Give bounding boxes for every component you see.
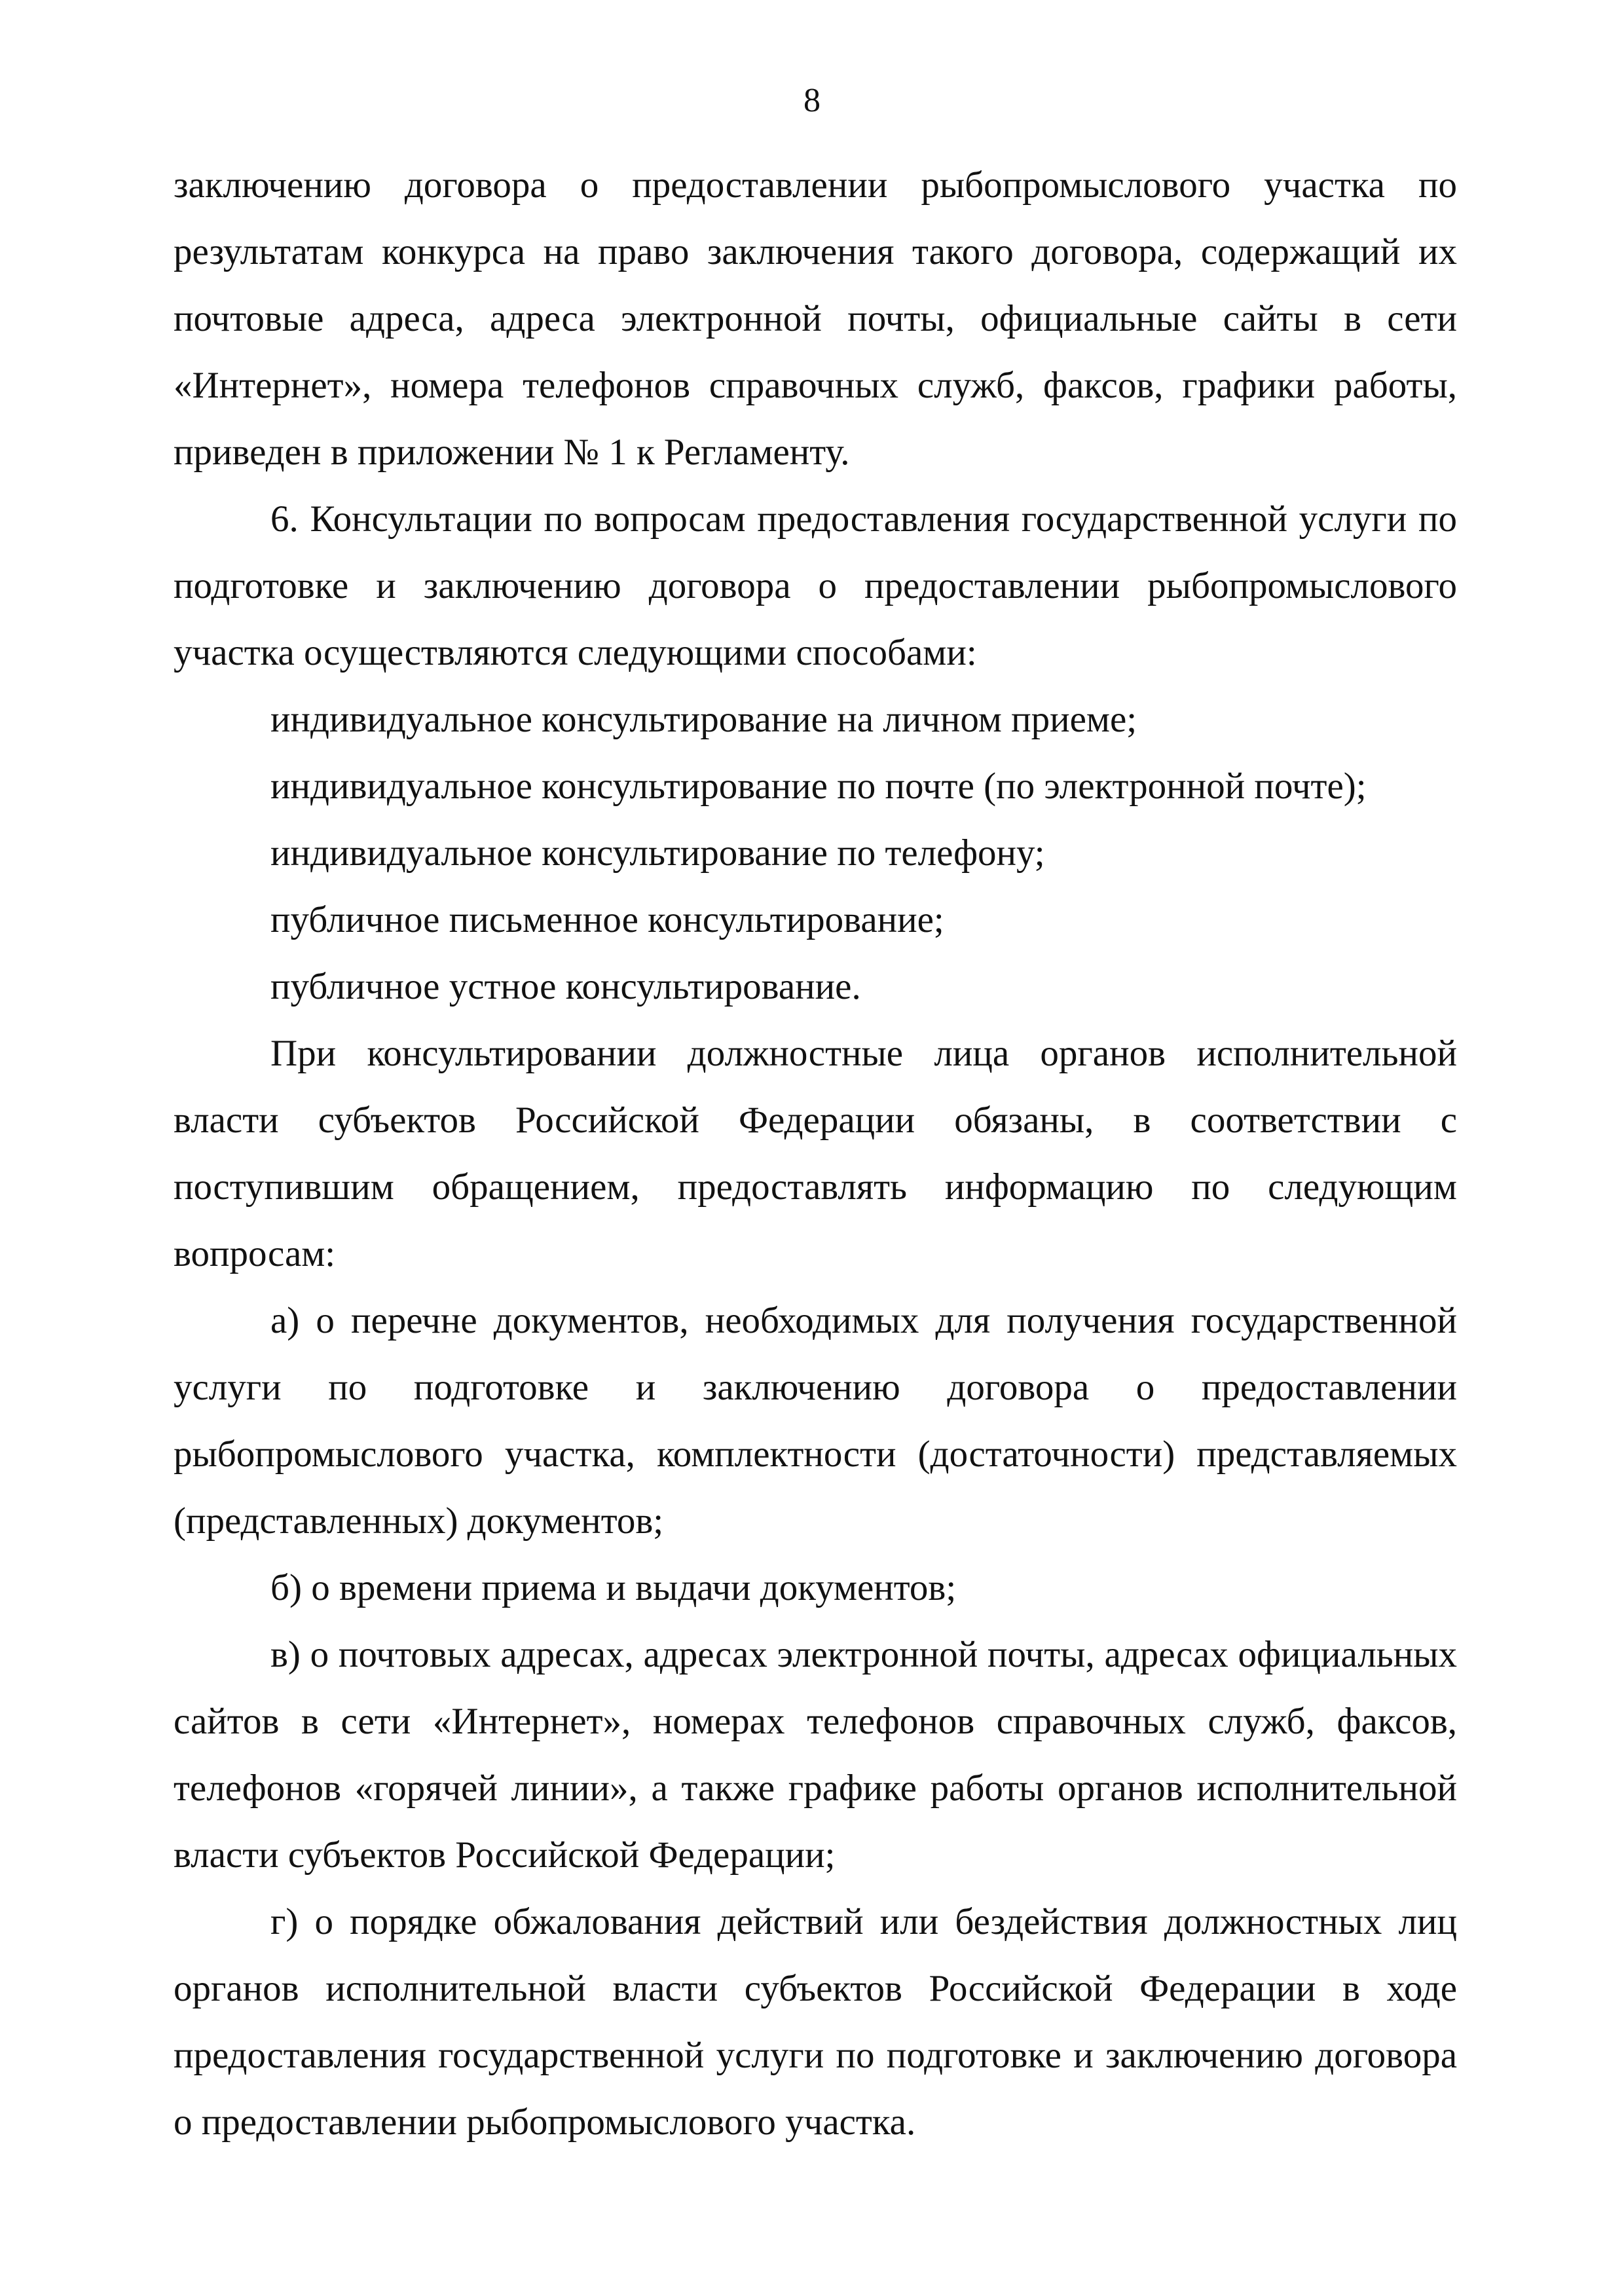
page-number: 8 (803, 82, 821, 119)
consultation-method-item: индивидуальное консультирование по телефону; (270, 832, 1045, 874)
consultation-method-item: индивидуальное консультирование на личном приеме; (270, 699, 1137, 740)
topic-item-b: б) о времени приема и выдачи документов; (270, 1567, 957, 1608)
paragraph-clause-6: 6. Консультации по вопросам предоставления государственной услуги по подготовке и заключению договора о предоставлении рыбопромыслового участка осуществляются следующими способами: (174, 498, 1457, 673)
topic-item-g: г) о порядке обжалования действий или бездействия должностных лиц органов исполнительной власти субъектов Российской Федерации в ходе предоставления государственной услуги по подготовке и заключению договора о предоставлении рыбопромыслового участка. (174, 1901, 1457, 2143)
paragraph-intro-continuation: заключению договора о предоставлении рыбопромыслового участка по результатам конкурса на право заключения такого договора, содержащий их почтовые адреса, адреса электронной почты, официальные сайты в сети «Интернет», номера телефонов справочных служб, факсов, графики работы, приведен в приложении № 1 к Регламенту. (174, 164, 1457, 473)
consultation-method-item: публичное устное консультирование. (270, 966, 861, 1007)
document-body (174, 152, 1457, 2156)
topic-item-a: а) о перечне документов, необходимых для получения государственной услуги по подготовке и заключению договора о предоставлении рыбопромыслового участка, комплектности (достаточности) представляемых (представленных) документов; (174, 1300, 1457, 1542)
consultation-method-item: индивидуальное консультирование по почте (по электронной почте); (270, 766, 1367, 807)
topic-item-v: в) о почтовых адресах, адресах электронной почты, адресах официальных сайтов в сети «Интернет», номерах телефонов справочных служб, факсов, телефонов «горячей линии», а также графике работы органов исполнительной власти субъектов Российской Федерации; (174, 1634, 1457, 1876)
consultation-method-item: публичное письменное консультирование; (270, 899, 944, 940)
paragraph-obligations-intro: При консультировании должностные лица органов исполнительной власти субъектов Российской Федерации обязаны, в соответствии с поступившим обращением, предоставлять информацию по следующим вопросам: (174, 1033, 1457, 1274)
